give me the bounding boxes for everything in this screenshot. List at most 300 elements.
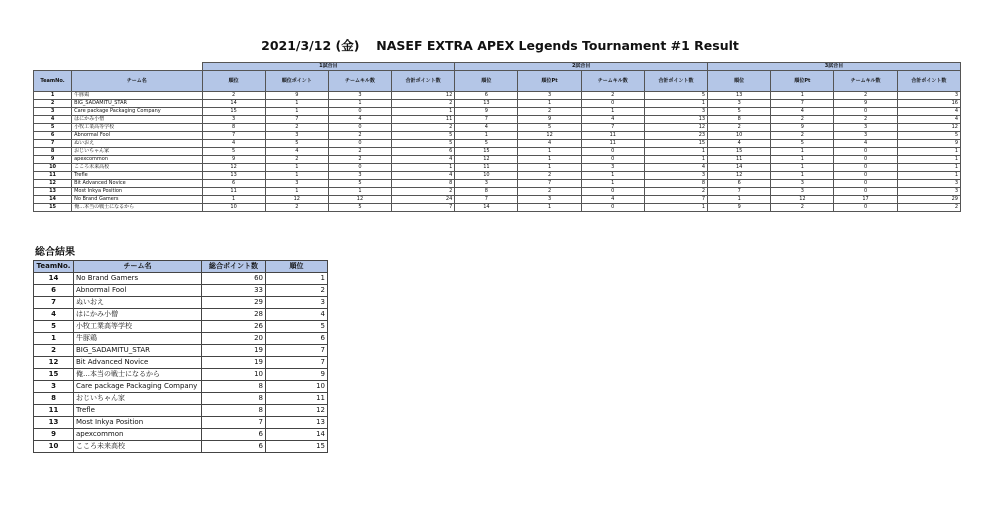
round-1-rank-points-cell: 1	[265, 188, 328, 196]
col-teamno: TeamNo.	[34, 71, 72, 92]
round-2-total-cell: 1	[644, 148, 707, 156]
round-3-kills-cell: 0	[834, 204, 897, 212]
round-1-kills-cell: 2	[328, 132, 391, 140]
summary-rank-cell: 6	[266, 333, 328, 345]
round-1-kills-cell: 5	[328, 204, 391, 212]
round-3-rank-cell: 11	[708, 156, 771, 164]
summary-team-number-cell: 13	[34, 417, 74, 429]
round-3-total-cell: 16	[897, 100, 960, 108]
round-2-rank-cell: 8	[455, 188, 518, 196]
table-row	[34, 148, 961, 156]
summary-team-name-cell: 牛豚鶏	[74, 333, 202, 345]
round-2-rank-points-cell: 7	[518, 180, 581, 188]
round-2-rank-cell: 12	[455, 156, 518, 164]
table-row	[34, 124, 961, 132]
summary-team-name-cell: 小牧工業高等学校	[74, 321, 202, 333]
summary-team-number-cell: 4	[34, 309, 74, 321]
col-r3-rank: 順位	[708, 71, 771, 92]
round-1-total-cell: 2	[392, 100, 455, 108]
table-row	[34, 156, 961, 164]
summary-team-name-cell: BIG_SADAMITU_STAR	[74, 345, 202, 357]
round-3-rank-points-cell: 1	[771, 148, 834, 156]
round-1-total-cell: 2	[392, 124, 455, 132]
round-2-rank-points-cell: 1	[518, 148, 581, 156]
summary-col-rank: 順位	[266, 261, 328, 273]
round-2-kills-cell: 2	[581, 92, 644, 100]
round-3-total-cell: 4	[897, 108, 960, 116]
round-3-rank-cell: 14	[708, 164, 771, 172]
round-3-kills-cell: 0	[834, 172, 897, 180]
round-1-rank-points-cell: 3	[265, 132, 328, 140]
round-3-rank-points-cell: 1	[771, 164, 834, 172]
round-3-rank-points-cell: 1	[771, 156, 834, 164]
col-r1-total: 合計ポイント数	[392, 71, 455, 92]
round-1-rank-cell: 8	[202, 124, 265, 132]
summary-team-name-cell: ぬいおえ	[74, 297, 202, 309]
round-2-total-cell: 8	[644, 180, 707, 188]
col-r1-rank-points: 順位ポイント	[265, 71, 328, 92]
round-2-rank-points-cell: 1	[518, 204, 581, 212]
page-title: 2021/3/12 (金) NASEF EXTRA APEX Legends Tournament #1 Result	[261, 38, 739, 53]
col-team-name: チーム名	[72, 71, 202, 92]
round-1-rank-points-cell: 4	[265, 148, 328, 156]
summary-total-cell: 29	[202, 297, 266, 309]
round-3-kills-cell: 3	[834, 124, 897, 132]
round-3-rank-cell: 7	[708, 188, 771, 196]
round-2-total-cell: 12	[644, 124, 707, 132]
round-2-kills-cell: 11	[581, 132, 644, 140]
round-2-rank-points-cell: 4	[518, 140, 581, 148]
summary-rank-cell: 3	[266, 297, 328, 309]
round-results-table	[33, 62, 961, 212]
team-number-cell: 10	[34, 164, 72, 172]
table-row	[34, 100, 961, 108]
team-name-cell: おじいちゃん家	[72, 148, 202, 156]
round-3-rank-cell: 12	[708, 172, 771, 180]
team-name-cell: 牛豚鶏	[72, 92, 202, 100]
round-3-total-cell: 12	[897, 124, 960, 132]
round-1-rank-cell: 6	[202, 180, 265, 188]
team-name-cell: BIG_SADAMITU_STAR	[72, 100, 202, 108]
summary-col-teamno: TeamNo.	[34, 261, 74, 273]
team-number-cell: 6	[34, 132, 72, 140]
round-1-rank-points-cell: 5	[265, 140, 328, 148]
round-2-rank-cell: 9	[455, 108, 518, 116]
summary-rank-cell: 5	[266, 321, 328, 333]
round-3-total-cell: 2	[897, 204, 960, 212]
summary-team-number-cell: 2	[34, 345, 74, 357]
summary-total-cell: 19	[202, 357, 266, 369]
team-number-cell: 9	[34, 156, 72, 164]
summary-col-total: 総合ポイント数	[202, 261, 266, 273]
summary-table	[33, 260, 328, 453]
team-number-cell: 1	[34, 92, 72, 100]
summary-team-number-cell: 7	[34, 297, 74, 309]
team-number-cell: 11	[34, 172, 72, 180]
round-3-header: 3試合目	[708, 63, 961, 71]
table-row	[34, 429, 328, 441]
summary-team-number-cell: 15	[34, 369, 74, 381]
round-3-rank-cell: 3	[708, 100, 771, 108]
round-1-rank-points-cell: 2	[265, 124, 328, 132]
round-1-kills-cell: 12	[328, 196, 391, 204]
col-r2-rank: 順位	[455, 71, 518, 92]
team-name-cell: こころ未来高校	[72, 164, 202, 172]
round-3-kills-cell: 2	[834, 116, 897, 124]
round-3-rank-cell: 5	[708, 108, 771, 116]
team-number-cell: 12	[34, 180, 72, 188]
round-3-kills-cell: 0	[834, 148, 897, 156]
summary-rank-cell: 10	[266, 381, 328, 393]
summary-rank-cell: 9	[266, 369, 328, 381]
round-2-total-cell: 4	[644, 164, 707, 172]
round-2-total-cell: 7	[644, 196, 707, 204]
table-row	[34, 345, 328, 357]
round-3-rank-cell: 6	[708, 180, 771, 188]
round-2-kills-cell: 4	[581, 196, 644, 204]
round-3-rank-cell: 2	[708, 124, 771, 132]
round-3-total-cell: 5	[897, 132, 960, 140]
round-3-kills-cell: 3	[834, 132, 897, 140]
round-2-kills-cell: 0	[581, 100, 644, 108]
table-row	[34, 196, 961, 204]
round-1-rank-cell: 14	[202, 100, 265, 108]
team-number-cell: 13	[34, 188, 72, 196]
summary-team-name-cell: Abnormal Fool	[74, 285, 202, 297]
table-row	[34, 441, 328, 453]
team-number-cell: 4	[34, 116, 72, 124]
table-row	[34, 108, 961, 116]
round-1-rank-points-cell: 2	[265, 204, 328, 212]
round-3-rank-points-cell: 2	[771, 132, 834, 140]
round-3-kills-cell: 4	[834, 140, 897, 148]
round-2-kills-cell: 0	[581, 148, 644, 156]
team-name-cell: Abnormal Fool	[72, 132, 202, 140]
round-3-rank-cell: 1	[708, 196, 771, 204]
summary-total-cell: 20	[202, 333, 266, 345]
round-2-kills-cell: 0	[581, 204, 644, 212]
round-1-total-cell: 11	[392, 116, 455, 124]
summary-team-number-cell: 6	[34, 285, 74, 297]
round-3-total-cell: 3	[897, 180, 960, 188]
round-1-rank-cell: 13	[202, 172, 265, 180]
round-1-total-cell: 7	[392, 204, 455, 212]
team-number-cell: 2	[34, 100, 72, 108]
round-2-kills-cell: 1	[581, 108, 644, 116]
round-2-total-cell: 1	[644, 100, 707, 108]
round-3-kills-cell: 2	[834, 92, 897, 100]
summary-total-cell: 8	[202, 381, 266, 393]
round-2-rank-points-cell: 2	[518, 188, 581, 196]
table-row	[34, 188, 961, 196]
summary-rank-cell: 4	[266, 309, 328, 321]
round-1-rank-cell: 9	[202, 156, 265, 164]
round-2-rank-cell: 3	[455, 180, 518, 188]
summary-total-cell: 60	[202, 273, 266, 285]
round-1-rank-points-cell: 1	[265, 108, 328, 116]
round-2-total-cell: 5	[644, 92, 707, 100]
round-2-rank-points-cell: 3	[518, 196, 581, 204]
round-2-rank-cell: 13	[455, 100, 518, 108]
round-2-kills-cell: 0	[581, 188, 644, 196]
col-r1-rank: 順位	[202, 71, 265, 92]
summary-total-cell: 33	[202, 285, 266, 297]
summary-rank-cell: 11	[266, 393, 328, 405]
round-3-total-cell: 3	[897, 92, 960, 100]
summary-team-name-cell: Care package Packaging Company	[74, 381, 202, 393]
round-2-rank-cell: 10	[455, 172, 518, 180]
round-2-rank-points-cell: 9	[518, 116, 581, 124]
table-row	[34, 321, 328, 333]
round-3-rank-cell: 15	[708, 148, 771, 156]
round-3-total-cell: 1	[897, 164, 960, 172]
round-2-rank-points-cell: 1	[518, 100, 581, 108]
round-3-rank-points-cell: 3	[771, 180, 834, 188]
round-3-rank-cell: 4	[708, 140, 771, 148]
table-row	[34, 393, 328, 405]
round-3-rank-points-cell: 7	[771, 100, 834, 108]
round-3-rank-points-cell: 4	[771, 108, 834, 116]
round-2-rank-points-cell: 2	[518, 172, 581, 180]
table-row	[34, 140, 961, 148]
summary-team-name-cell: Trefle	[74, 405, 202, 417]
round-2-total-cell: 23	[644, 132, 707, 140]
round-1-rank-points-cell: 1	[265, 100, 328, 108]
round-2-total-cell: 2	[644, 188, 707, 196]
round-2-rank-cell: 4	[455, 124, 518, 132]
round-1-rank-cell: 1	[202, 196, 265, 204]
round-1-total-cell: 2	[392, 188, 455, 196]
round-2-rank-points-cell: 1	[518, 156, 581, 164]
round-1-total-cell: 5	[392, 132, 455, 140]
round-2-total-cell: 3	[644, 172, 707, 180]
summary-team-number-cell: 1	[34, 333, 74, 345]
round-1-kills-cell: 4	[328, 116, 391, 124]
round-2-kills-cell: 3	[581, 164, 644, 172]
table-row	[34, 180, 961, 188]
table-row	[34, 273, 328, 285]
team-name-cell: Care package Packaging Company	[72, 108, 202, 116]
round-3-rank-points-cell: 12	[771, 196, 834, 204]
table-row	[34, 417, 328, 429]
round-2-total-cell: 13	[644, 116, 707, 124]
round-3-rank-points-cell: 2	[771, 116, 834, 124]
summary-team-number-cell: 14	[34, 273, 74, 285]
round-1-rank-points-cell: 1	[265, 164, 328, 172]
round-1-total-cell: 6	[392, 148, 455, 156]
col-r2-total: 合計ポイント数	[644, 71, 707, 92]
round-2-rank-points-cell: 5	[518, 124, 581, 132]
summary-rank-cell: 13	[266, 417, 328, 429]
table-row	[34, 132, 961, 140]
round-1-rank-points-cell: 3	[265, 180, 328, 188]
round-2-rank-points-cell: 1	[518, 164, 581, 172]
team-number-cell: 7	[34, 140, 72, 148]
round-1-total-cell: 1	[392, 164, 455, 172]
round-1-rank-cell: 15	[202, 108, 265, 116]
round-3-rank-points-cell: 2	[771, 204, 834, 212]
round-1-rank-points-cell: 9	[265, 92, 328, 100]
team-name-cell: ぬいおえ	[72, 140, 202, 148]
summary-total-cell: 10	[202, 369, 266, 381]
summary-total-cell: 19	[202, 345, 266, 357]
round-2-rank-points-cell: 3	[518, 92, 581, 100]
round-1-kills-cell: 0	[328, 108, 391, 116]
summary-team-number-cell: 12	[34, 357, 74, 369]
summary-total-cell: 6	[202, 429, 266, 441]
team-number-cell: 3	[34, 108, 72, 116]
team-number-cell: 14	[34, 196, 72, 204]
round-2-total-cell: 3	[644, 108, 707, 116]
round-1-rank-points-cell: 1	[265, 172, 328, 180]
round-1-rank-cell: 3	[202, 116, 265, 124]
round-2-rank-points-cell: 2	[518, 108, 581, 116]
round-2-kills-cell: 11	[581, 140, 644, 148]
round-3-total-cell: 1	[897, 156, 960, 164]
round-3-rank-cell: 9	[708, 204, 771, 212]
round-3-total-cell: 1	[897, 172, 960, 180]
round-3-kills-cell: 0	[834, 156, 897, 164]
summary-total-cell: 28	[202, 309, 266, 321]
round-1-rank-cell: 7	[202, 132, 265, 140]
table-row	[34, 405, 328, 417]
round-1-kills-cell: 0	[328, 124, 391, 132]
col-r3-kills: チームキル数	[834, 71, 897, 92]
summary-team-name-cell: おじいちゃん家	[74, 393, 202, 405]
col-r2-rank-points: 順位Pt	[518, 71, 581, 92]
summary-team-name-cell: No Brand Gamers	[74, 273, 202, 285]
round-2-rank-cell: 7	[455, 196, 518, 204]
round-1-kills-cell: 0	[328, 140, 391, 148]
round-1-total-cell: 12	[392, 92, 455, 100]
round-3-rank-points-cell: 3	[771, 188, 834, 196]
col-r2-kills: チームキル数	[581, 71, 644, 92]
table-row	[34, 297, 328, 309]
round-1-kills-cell: 0	[328, 164, 391, 172]
col-r1-kills: チームキル数	[328, 71, 391, 92]
round-1-kills-cell: 2	[328, 156, 391, 164]
table-row	[34, 369, 328, 381]
round-2-total-cell: 15	[644, 140, 707, 148]
team-name-cell: 小牧工業高等学校	[72, 124, 202, 132]
summary-team-number-cell: 3	[34, 381, 74, 393]
round-3-rank-cell: 8	[708, 116, 771, 124]
summary-team-name-cell: 俺…本当の戦士になるから	[74, 369, 202, 381]
round-2-rank-cell: 15	[455, 148, 518, 156]
table-row	[34, 285, 328, 297]
summary-rank-cell: 2	[266, 285, 328, 297]
summary-team-number-cell: 8	[34, 393, 74, 405]
round-3-total-cell: 29	[897, 196, 960, 204]
round-1-kills-cell: 3	[328, 92, 391, 100]
summary-team-name-cell: apexcommon	[74, 429, 202, 441]
summary-rank-cell: 7	[266, 345, 328, 357]
table-row	[34, 116, 961, 124]
round-1-rank-cell: 2	[202, 92, 265, 100]
table-row	[34, 333, 328, 345]
summary-rank-cell: 1	[266, 273, 328, 285]
round-3-rank-points-cell: 5	[771, 140, 834, 148]
round-2-rank-points-cell: 12	[518, 132, 581, 140]
table-row	[34, 164, 961, 172]
round-2-kills-cell: 1	[581, 172, 644, 180]
round-3-kills-cell: 9	[834, 100, 897, 108]
team-name-cell: Most Inkya Position	[72, 188, 202, 196]
round-1-rank-cell: 4	[202, 140, 265, 148]
round-2-header: 2試合目	[455, 63, 708, 71]
round-3-total-cell: 3	[897, 188, 960, 196]
table-row	[34, 309, 328, 321]
round-2-rank-cell: 11	[455, 164, 518, 172]
round-2-rank-cell: 5	[455, 140, 518, 148]
round-2-rank-cell: 14	[455, 204, 518, 212]
team-name-cell: No Brand Gamers	[72, 196, 202, 204]
summary-rank-cell: 12	[266, 405, 328, 417]
round-3-kills-cell: 0	[834, 108, 897, 116]
round-1-total-cell: 4	[392, 172, 455, 180]
team-number-cell: 15	[34, 204, 72, 212]
round-3-rank-points-cell: 1	[771, 92, 834, 100]
summary-team-number-cell: 11	[34, 405, 74, 417]
header-blank	[34, 63, 203, 71]
round-1-rank-points-cell: 7	[265, 116, 328, 124]
summary-total-cell: 7	[202, 417, 266, 429]
team-name-cell: apexcommon	[72, 156, 202, 164]
table-row	[34, 357, 328, 369]
col-r3-total: 合計ポイント数	[897, 71, 960, 92]
summary-rank-cell: 15	[266, 441, 328, 453]
round-1-total-cell: 1	[392, 108, 455, 116]
round-3-total-cell: 9	[897, 140, 960, 148]
round-3-kills-cell: 0	[834, 188, 897, 196]
summary-col-team-name: チーム名	[74, 261, 202, 273]
summary-rank-cell: 7	[266, 357, 328, 369]
round-1-total-cell: 5	[392, 140, 455, 148]
round-1-header: 1試合目	[202, 63, 455, 71]
summary-team-number-cell: 9	[34, 429, 74, 441]
table-row	[34, 204, 961, 212]
summary-total-cell: 26	[202, 321, 266, 333]
summary-team-name-cell: はにかみ小僧	[74, 309, 202, 321]
round-2-rank-cell: 6	[455, 92, 518, 100]
round-3-total-cell: 1	[897, 148, 960, 156]
summary-team-number-cell: 10	[34, 441, 74, 453]
round-1-kills-cell: 1	[328, 100, 391, 108]
round-2-total-cell: 1	[644, 156, 707, 164]
round-3-rank-cell: 13	[708, 92, 771, 100]
round-results-body	[34, 92, 961, 212]
summary-total-cell: 6	[202, 441, 266, 453]
round-3-kills-cell: 17	[834, 196, 897, 204]
round-1-total-cell: 4	[392, 156, 455, 164]
team-name-cell: 俺…本当の戦士になるから	[72, 204, 202, 212]
team-name-cell: はにかみ小僧	[72, 116, 202, 124]
table-row	[34, 172, 961, 180]
round-1-rank-points-cell: 12	[265, 196, 328, 204]
round-3-kills-cell: 0	[834, 180, 897, 188]
summary-body	[34, 273, 328, 453]
round-1-kills-cell: 2	[328, 148, 391, 156]
round-3-kills-cell: 0	[834, 164, 897, 172]
summary-title: 総合結果	[35, 247, 75, 258]
round-3-rank-points-cell: 1	[771, 172, 834, 180]
round-1-kills-cell: 1	[328, 188, 391, 196]
summary-total-cell: 8	[202, 405, 266, 417]
round-3-total-cell: 4	[897, 116, 960, 124]
round-2-rank-cell: 7	[455, 116, 518, 124]
team-number-cell: 8	[34, 148, 72, 156]
round-2-kills-cell: 7	[581, 124, 644, 132]
